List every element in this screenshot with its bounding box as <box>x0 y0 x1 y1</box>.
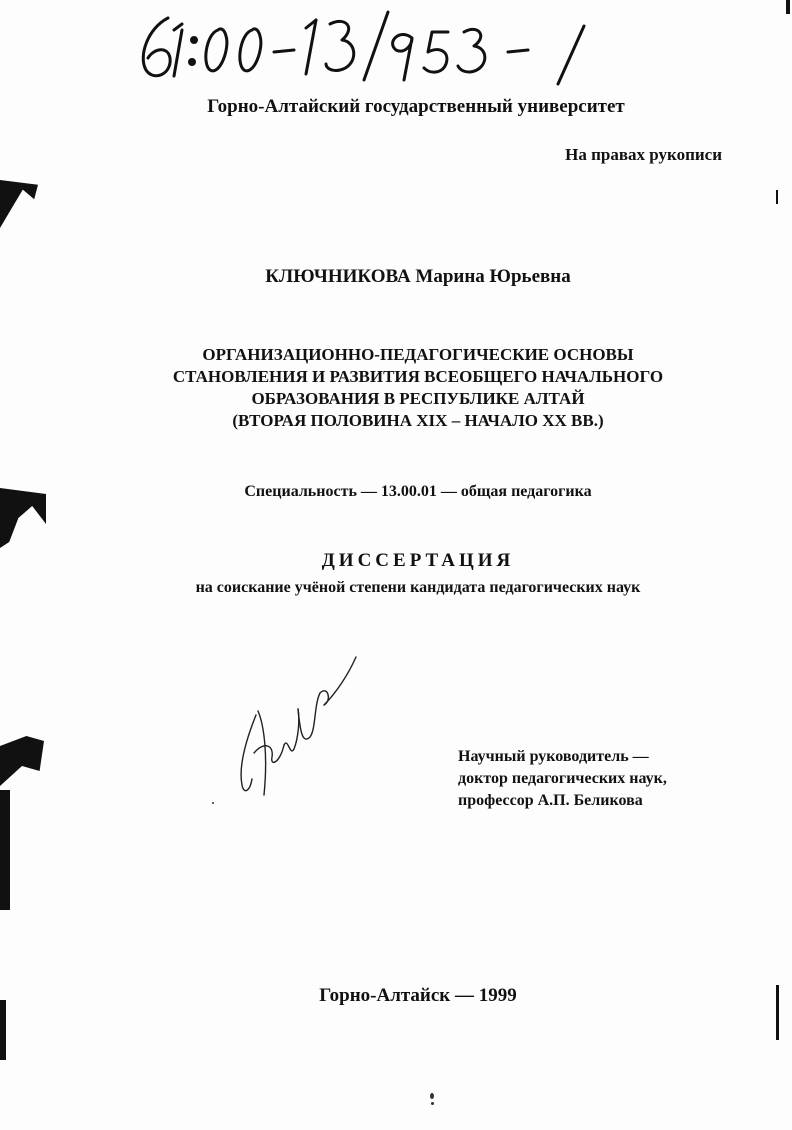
title-line: (ВТОРАЯ ПОЛОВИНА XIX – НАЧАЛО XX ВВ.) <box>232 411 604 430</box>
specialty-line: Специальность — 13.00.01 — общая педагогика <box>244 483 592 500</box>
handwritten-archive-code <box>130 8 600 90</box>
supervisor-degree: доктор педагогических наук, <box>458 770 667 787</box>
supervisor-name: профессор А.П. Беликова <box>458 792 643 809</box>
manuscript-rights-note: На правах рукописи <box>565 145 722 164</box>
scan-speck <box>431 1102 434 1105</box>
scan-speck <box>430 1093 434 1099</box>
scan-artifact <box>0 1000 6 1060</box>
city-year: Горно-Алтайск — 1999 <box>319 985 517 1006</box>
degree-line: на соискание учёной степени кандидата педагогических наук <box>195 579 641 596</box>
scan-artifact <box>0 180 38 228</box>
supervisor-role: Научный руководитель — <box>458 748 649 765</box>
dissertation-title <box>22 344 792 432</box>
scan-artifact <box>0 488 46 548</box>
university-name: Горно-Алтайский государственный университет <box>207 96 625 117</box>
author-name: КЛЮЧНИКОВА Марина Юрьевна <box>265 266 571 287</box>
scan-speck <box>212 802 214 804</box>
scan-artifact <box>0 790 10 910</box>
title-line: ОБРАЗОВАНИЯ В РЕСПУБЛИКЕ АЛТАЙ <box>251 389 585 408</box>
work-type-heading: ДИССЕРТАЦИЯ <box>321 550 515 571</box>
title-line: ОРГАНИЗАЦИОННО-ПЕДАГОГИЧЕСКИЕ ОСНОВЫ <box>202 345 634 364</box>
scan-artifact <box>786 0 790 14</box>
title-line: СТАНОВЛЕНИЯ И РАЗВИТИЯ ВСЕОБЩЕГО НАЧАЛЬНОГО <box>172 367 664 386</box>
scan-artifact <box>776 190 778 204</box>
supervisor-block <box>458 746 667 812</box>
handwritten-signature <box>228 645 368 805</box>
scan-artifact <box>776 985 779 1040</box>
scan-artifact <box>0 736 44 786</box>
